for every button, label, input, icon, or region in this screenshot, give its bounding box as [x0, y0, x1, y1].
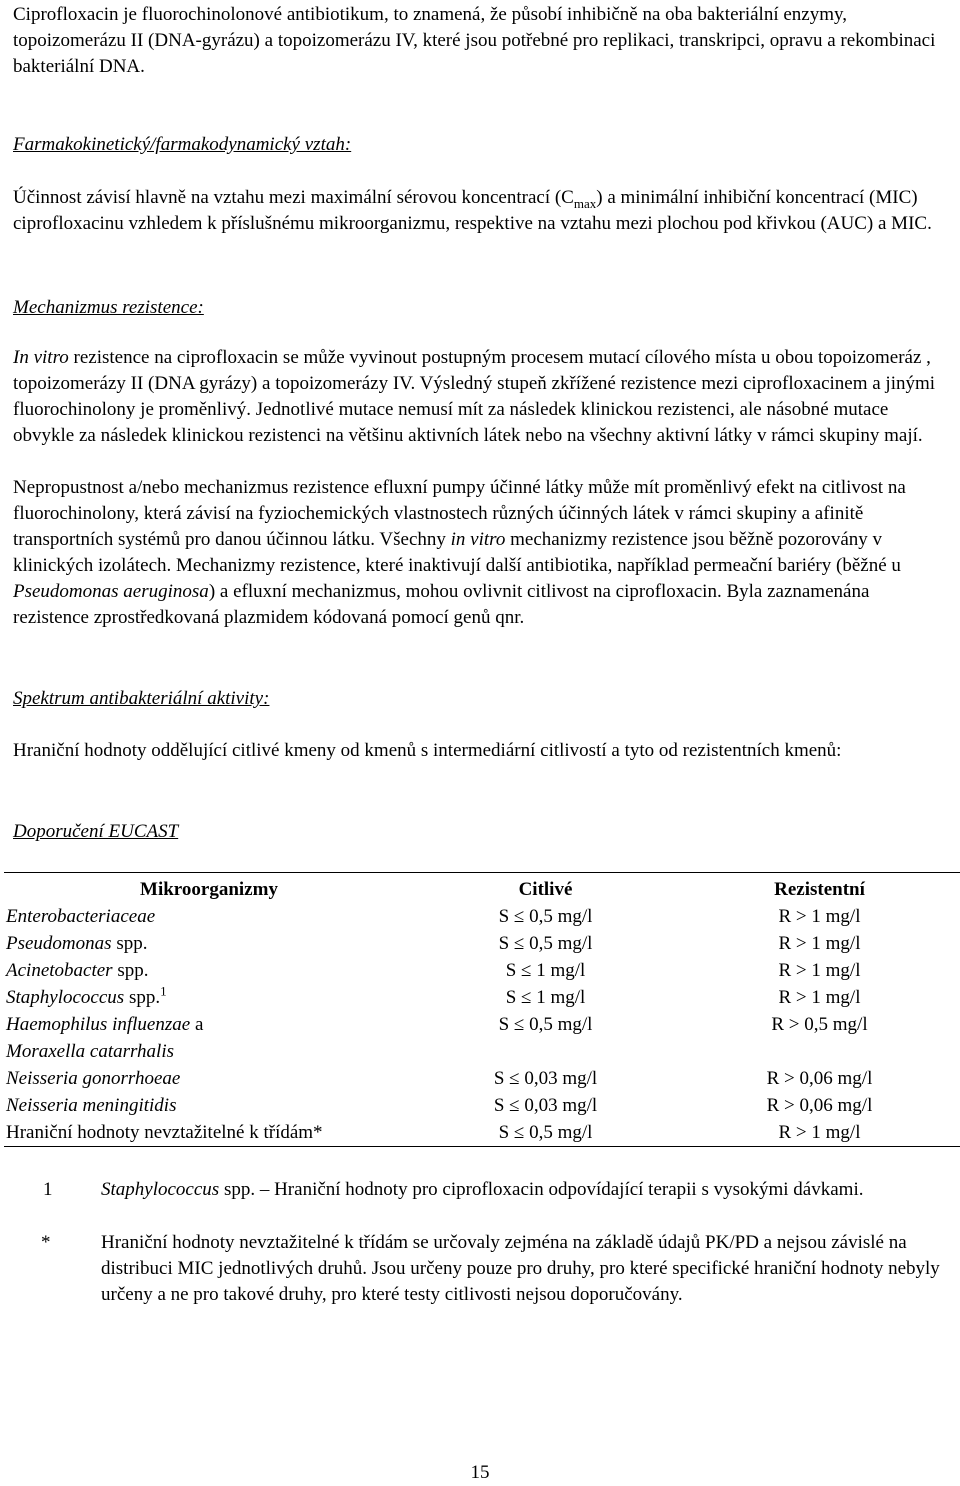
org-cell — [4, 1092, 412, 1119]
org-name: Enterobacteriaceae — [6, 906, 156, 927]
eucast-heading — [13, 819, 948, 845]
footnote-mark: * — [41, 1232, 51, 1253]
resistance-p2-c: ) a efluxní mechanizmus, mohou ovlivnit citlivost na ciprofloxacin. Byla zaznamenána rezistence zprostředkovaná plazmidem kódovaná pomocí genů qnr. — [13, 581, 870, 628]
pkpd-text-a: Účinnost závisí hlavně na vztahu mezi maximální sérovou koncentrací (C — [13, 187, 574, 208]
org-suffix: spp. — [124, 987, 161, 1008]
eucast-heading-text: Doporučení EUCAST — [13, 821, 179, 842]
r-cell: R > 0,06 mg/l — [766, 1068, 873, 1089]
table-header-row — [4, 873, 960, 904]
r-cell: R > 1 mg/l — [778, 933, 861, 954]
header-resistant: Rezistentní — [774, 879, 865, 900]
org-name-2: Moraxella catarrhalis — [6, 1041, 175, 1062]
r-cell: R > 1 mg/l — [778, 960, 861, 981]
pseudomonas-label: Pseudomonas aeruginosa — [13, 581, 209, 602]
footnote-body: Hraniční hodnoty nevztažitelné k třídám se určovaly zejména na základě údajů PK/PD a nejsou závislé na distribuci MIC jednotlivých druhů. Jsou určeny pouze pro druhy, pro které specifické hraniční hodnoty nebyly určeny a ne pro takové druhy, pro které testy citlivosti nejsou doporučovány. — [101, 1232, 940, 1305]
footnote-org: Staphylococcus — [101, 1179, 220, 1200]
s-cell: S ≤ 0,5 mg/l — [498, 1122, 593, 1143]
intro-paragraph: Ciprofloxacin je fluorochinolonové antibiotikum, to znamená, že působí inhibičně na oba bakteriální enzymy, topoizomerázu II (DNA-gyrázu) a topoizomerázu IV, které jsou potřebné pro replikaci, transkripci, opravu a rekombinaci bakteriální DNA. — [13, 4, 936, 77]
org-name: Staphylococcus — [6, 987, 125, 1008]
org-suffix: spp. — [111, 933, 148, 954]
org-name: Neisseria meningitidis — [6, 1095, 177, 1116]
cmax-subscript: max — [573, 195, 597, 211]
header-susceptible: Citlivé — [518, 879, 573, 900]
resistance-p2-b: mechanizmy rezistence jsou běžně pozorovány v klinických izolátech. Mechanizmy rezistence, které inaktivují další antibiotika, například permeační bariéry (běžné u — [13, 529, 901, 576]
footnote-body: spp. – Hraniční hodnoty pro ciprofloxacin odpovídající terapii s vysokými dávkami. — [219, 1179, 864, 1200]
resistance-paragraph-2 — [13, 475, 948, 631]
org-cell — [4, 1065, 412, 1092]
pkpd-text-b: ) a minimální inhibiční koncentrací (MIC) ciprofloxacinu vzhledem k příslušnému mikroorganizmu, respektive na vztahu mezi plochou pod křivkou (AUC) a MIC. — [13, 187, 932, 234]
org-name: Acinetobacter — [6, 960, 113, 981]
org-cell — [4, 984, 412, 1011]
org-name: Haemophilus influenzae — [6, 1014, 191, 1035]
table-row — [4, 1092, 960, 1119]
pkpd-paragraph — [13, 185, 948, 237]
table-row — [4, 957, 960, 984]
s-cell: S ≤ 1 mg/l — [505, 987, 586, 1008]
r-cell: R > 0,06 mg/l — [766, 1095, 873, 1116]
pkpd-heading-text: Farmakokinetický/farmakodynamický vztah: — [13, 134, 352, 155]
page-number: 15 — [470, 1462, 490, 1483]
s-cell: S ≤ 0,5 mg/l — [498, 906, 593, 927]
header-microorganisms: Mikroorganizmy — [140, 879, 278, 900]
footnote-mark: 1 — [43, 1179, 53, 1200]
resistance-p2-a: Nepropustnost a/nebo mechanizmus rezistence efluxní pumpy účinné látky může mít proměnlivý efekt na citlivost na fluorochinolony, která závisí na fyziochemických vlastnostech různých účinných látek v rámci skupiny a afinitě transportních systémů pro danou účinnou látku. Všechny — [13, 477, 906, 550]
s-cell: S ≤ 0,5 mg/l — [498, 1014, 593, 1035]
table-row — [4, 1011, 960, 1065]
org-suffix: spp. — [112, 960, 149, 981]
org-name: Hraniční hodnoty nevztažitelné k třídám* — [6, 1122, 323, 1143]
breakpoint-table — [4, 872, 960, 1147]
r-cell: R > 0,5 mg/l — [771, 1014, 868, 1035]
table-row — [4, 930, 960, 957]
org-name: Neisseria gonorrhoeae — [6, 1068, 181, 1089]
s-cell: S ≤ 0,03 mg/l — [493, 1095, 598, 1116]
org-cell — [4, 1011, 412, 1065]
org-suffix: a — [190, 1014, 204, 1035]
resistance-heading — [13, 295, 948, 321]
org-name: Pseudomonas — [6, 933, 112, 954]
spectrum-paragraph: Hraniční hodnoty oddělující citlivé kmeny od kmenů s intermediární citlivostí a tyto od rezistentních kmenů: — [13, 740, 842, 761]
org-cell — [4, 903, 412, 930]
r-cell: R > 1 mg/l — [778, 906, 861, 927]
r-cell: R > 1 mg/l — [778, 987, 861, 1008]
footnote-text — [101, 1230, 941, 1308]
r-cell: R > 1 mg/l — [778, 1122, 861, 1143]
footnote-ref: 1 — [160, 983, 167, 999]
s-cell: S ≤ 0,5 mg/l — [498, 933, 593, 954]
resistance-p1-text: rezistence na ciprofloxacin se může vyvinout postupným procesem mutací cílového místa u obou topoizomeráz , topoizomerázy II (DNA gyrázy) a topoizomerázy IV. Výsledný stupeň zkřížené rezistence mezi ciprofloxacinem a jinými fluorochinolony je proměnlivý. Jednotlivé mutace nemusí mít za následek klinickou rezistenci, ale násobné mutace obvykle za následek klinickou rezistenci na většinu aktivních látek nebo na všechny aktivní látky v rámci skupiny mají. — [13, 347, 936, 446]
s-cell: S ≤ 0,03 mg/l — [493, 1068, 598, 1089]
pkpd-heading — [13, 132, 948, 158]
footnote-text — [101, 1177, 941, 1203]
resistance-heading-text: Mechanizmus rezistence: — [13, 297, 204, 318]
spectrum-heading — [13, 686, 948, 712]
table-row — [4, 1065, 960, 1092]
org-cell — [4, 1119, 412, 1147]
in-vitro-label-2: in vitro — [450, 529, 506, 550]
resistance-paragraph-1 — [13, 345, 948, 449]
table-row — [4, 1119, 960, 1147]
table-row — [4, 984, 960, 1011]
org-cell — [4, 957, 412, 984]
s-cell: S ≤ 1 mg/l — [505, 960, 586, 981]
org-cell — [4, 930, 412, 957]
table-row — [4, 903, 960, 930]
spectrum-heading-text: Spektrum antibakteriální aktivity: — [13, 688, 270, 709]
in-vitro-label: In vitro — [13, 347, 69, 368]
